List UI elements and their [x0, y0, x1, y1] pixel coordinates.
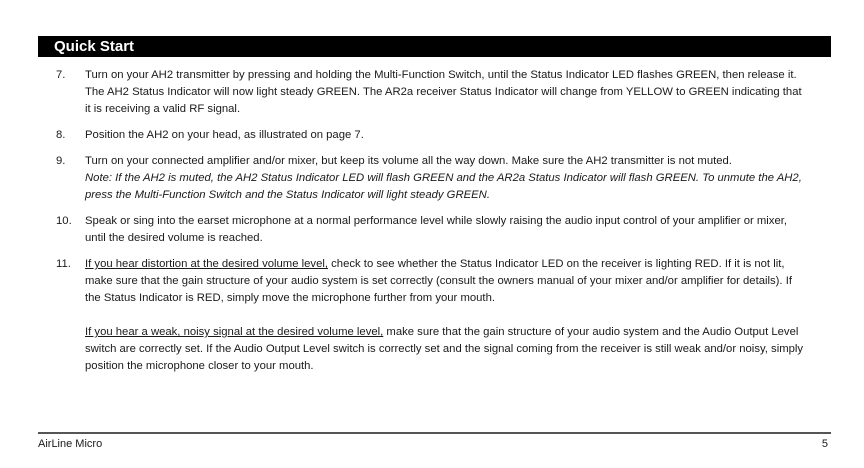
paragraph-text: check to see whether the Status Indicator LED on the receiver is lighting RED. If it is not lit, make sure that the gain structure of your audio system is set correctly (consult the owners manual of your mixer and/or amplifier for details). If the Status Indicator is RED, simply move the microphone further from your mouth.: [85, 258, 792, 304]
step-number: 10.: [56, 215, 72, 227]
step-note: Note: If the AH2 is muted, the AH2 Status Indicator LED will flash GREEN and the AR2a Status Indicator will flash GREEN. To unmute the AH2, press the Multi-Function Switch and the Status Indicator will light steady GREEN.: [85, 172, 802, 201]
section-header-bar: [38, 36, 831, 57]
step-item: [38, 256, 808, 375]
footer-divider: [38, 432, 831, 434]
step-item: [38, 213, 808, 247]
section-title: Quick Start: [54, 38, 135, 55]
step-paragraph: [85, 324, 808, 375]
step-number: 11.: [56, 258, 71, 270]
step-number: 7.: [56, 69, 66, 81]
steps-list: [38, 67, 808, 384]
step-paragraph: [85, 256, 808, 307]
step-item: [38, 67, 808, 118]
step-body: [85, 256, 808, 375]
footer-product-name: AirLine Micro: [38, 438, 103, 450]
footer-page-number: 5: [821, 438, 828, 450]
step-text: Position the AH2 on your head, as illustrated on page 7.: [85, 129, 364, 141]
underlined-lead: If you hear a weak, noisy signal at the desired volume level,: [85, 326, 384, 338]
step-text: Turn on your connected amplifier and/or mixer, but keep its volume all the way down. Make sure the AH2 transmitter is not muted.: [85, 155, 732, 167]
step-text: Turn on your AH2 transmitter by pressing and holding the Multi-Function Switch, until the Status Indicator LED flashes GREEN, then release it. The AH2 Status Indicator will now light steady GREEN. The AR2a receiver Status Indicator will change from YELLOW to GREEN indicating that it is receiving a valid RF signal.: [85, 69, 802, 115]
step-number: 8.: [56, 129, 66, 141]
step-number: 9.: [56, 155, 66, 167]
underlined-lead: If you hear distortion at the desired volume level,: [85, 258, 329, 270]
step-body: [85, 153, 808, 204]
step-item: [38, 153, 808, 204]
step-item: [38, 127, 808, 144]
paragraph-text: make sure that the gain structure of your audio system and the Audio Output Level switch are correctly set. If the Audio Output Level switch is correctly set and the signal coming from the receiver is still weak and/or noisy, simply position the microphone closer to your mouth.: [85, 326, 804, 372]
step-text: Speak or sing into the earset microphone at a normal performance level while slowly raising the audio input control of your amplifier or mixer, until the desired volume is reached.: [85, 215, 788, 244]
